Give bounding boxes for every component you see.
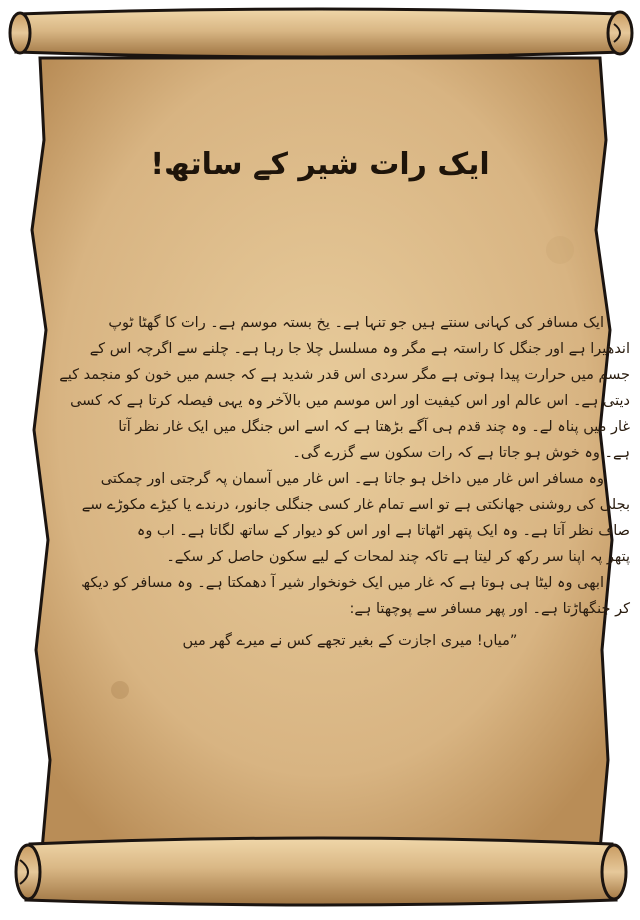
bottom-scroll-roll — [16, 838, 626, 905]
text-line: ایک مسافر کی کہانی سنتے ہیں جو تنہا ہے۔ یخ بستہ موسم ہے۔ رات کا گھٹا ٹوپ — [108, 315, 604, 331]
quote-line: ”میاں! میری اجازت کے بغیر تجھے کس نے میرے گھر میں — [182, 633, 518, 649]
text-line: صاف نظر آتا ہے۔ وہ ایک پتھر اٹھاتا ہے اور اس کو دیوار کے ساتھ لگاتا ہے۔ اب وہ — [136, 523, 630, 539]
text-line: جسم میں حرارت پیدا ہوتی ہے مگر سردی اس قدر شدید ہے کہ جسم میں خون کو منجمد کیے — [59, 367, 630, 383]
text-line: ہے۔ وہ خوش ہو جاتا ہے کہ رات سکون سے گزرے گی۔ — [292, 445, 630, 461]
paragraph — [59, 310, 630, 466]
text-line: غار میں پناہ لے۔ وہ چند قدم ہی آگے بڑھتا ہے کہ اسے اس جنگل میں ایک غار نظر آتا — [118, 419, 630, 435]
text-line: پتھر پہ اپنا سر رکھ کر لیتا ہے تاکہ چند لمحات کے لیے سکون حاصل کر سکے۔ — [166, 549, 630, 565]
quote-paragraph — [70, 628, 630, 654]
text-line: ابھی وہ لیٹا ہی ہوتا ہے کہ غار میں ایک خونخوار شیر آ دھمکتا ہے۔ وہ مسافر کو دیکھ — [81, 575, 604, 591]
story-text — [59, 310, 630, 654]
text-line: وہ مسافر اس غار میں داخل ہو جاتا ہے۔ اس غار میں آسمان پہ گرجتی اور چمکتی — [100, 471, 604, 487]
paragraph — [70, 466, 630, 570]
text-line: بجلی کی روشنی جھانکتی ہے تو اسے تمام غار کسی جنگلی جانور، درندے یا کیڑے مکوڑے سے — [81, 497, 630, 513]
document-title: ایک رات شیر کے ساتھ! — [150, 147, 490, 182]
text-line: کر چنگھاڑتا ہے۔ اور پھر مسافر سے پوچھتا ہے: — [349, 601, 630, 617]
text-line: اندھیرا ہے اور جنگل کا راستہ ہے مگر وہ مسلسل چلا جا رہا ہے۔ چلنے سے اگرچہ اس کے — [89, 341, 630, 357]
text-line: دیتی ہے۔ اس عالم اور اس کیفیت اور اس موسم میں بالآخر وہ یہی فیصلہ کرتا ہے کہ کسی — [70, 393, 630, 409]
top-scroll-roll — [10, 9, 632, 57]
paragraph — [70, 570, 630, 622]
